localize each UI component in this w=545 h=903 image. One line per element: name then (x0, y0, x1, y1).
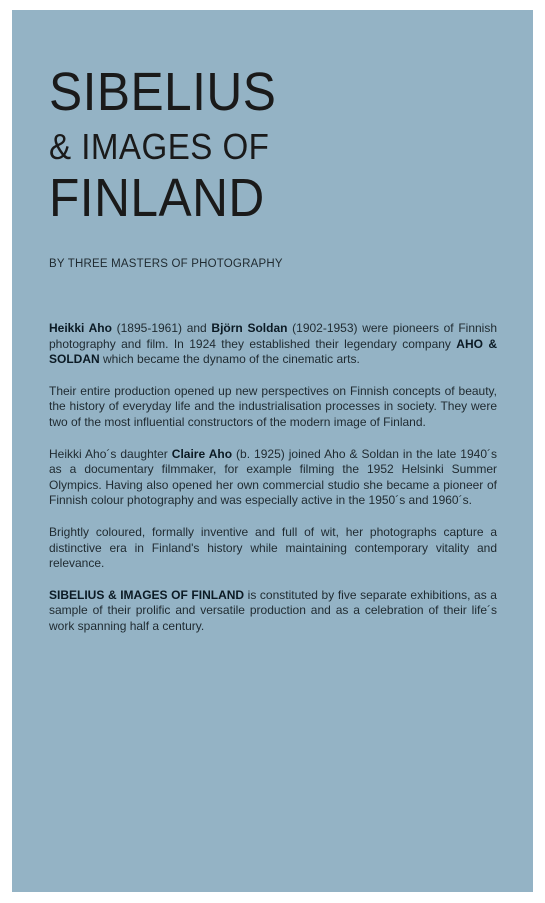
company-name: AHO & SOLDAN (49, 336, 497, 367)
name-heikki-aho: Heikki Aho (49, 321, 112, 335)
title-line-1: SIBELIUS (49, 62, 277, 122)
paragraph-1 (49, 321, 497, 368)
paragraph-1-text-3: which became the dynamo of the cinematic arts. (99, 352, 360, 367)
exhibition-name: SIBELIUS & IMAGES OF FINLAND (49, 587, 245, 602)
body-text (49, 321, 497, 651)
paragraph-3-text-2: (b. 1925) joined Aho & Soldan in the late 1940´s as a documentary filmmaker, for example filming the 1952 Helsinki Summer Olympics. Having also opened her own commercial studio she became a pioneer of Finnish colour photography and was especially active in the 1950´s and 1960´s. (49, 446, 497, 508)
paragraph-1-text-1: (1895-1961) and (111, 321, 212, 335)
name-bjorn-soldan: Björn Soldan (211, 321, 288, 335)
paragraph-4: Brightly coloured, formally inventive and full of wit, her photographs capture a distinctive era in Finland's history while maintaining contemporary vitality and relevance. (49, 524, 497, 571)
info-panel (12, 10, 533, 892)
paragraph-1-text-2: (1902-1953) were pioneers of Finnish photography and film. In 1924 they established their legendary company (49, 321, 498, 351)
name-claire-aho: Claire Aho (171, 446, 233, 461)
paragraph-5 (49, 588, 497, 635)
page-title (49, 62, 296, 228)
paragraph-3-text-1: Heikki Aho´s daughter (49, 446, 172, 461)
subtitle: BY THREE MASTERS OF PHOTOGRAPHY (49, 258, 283, 270)
paragraph-5-text-1: is constituted by five separate exhibitions, as a sample of their prolific and versatile production and as a celebration of their life´s work spanning half a century. (49, 587, 497, 633)
title-line-2: & IMAGES OF (49, 126, 270, 167)
paragraph-3 (49, 447, 497, 509)
title-line-3: FINLAND (49, 168, 265, 228)
paragraph-2: Their entire production opened up new perspectives on Finnish concepts of beauty, the history of everyday life and the industrialisation processes in society. They were two of the most influential constructors of the modern image of Finland. (49, 383, 497, 429)
